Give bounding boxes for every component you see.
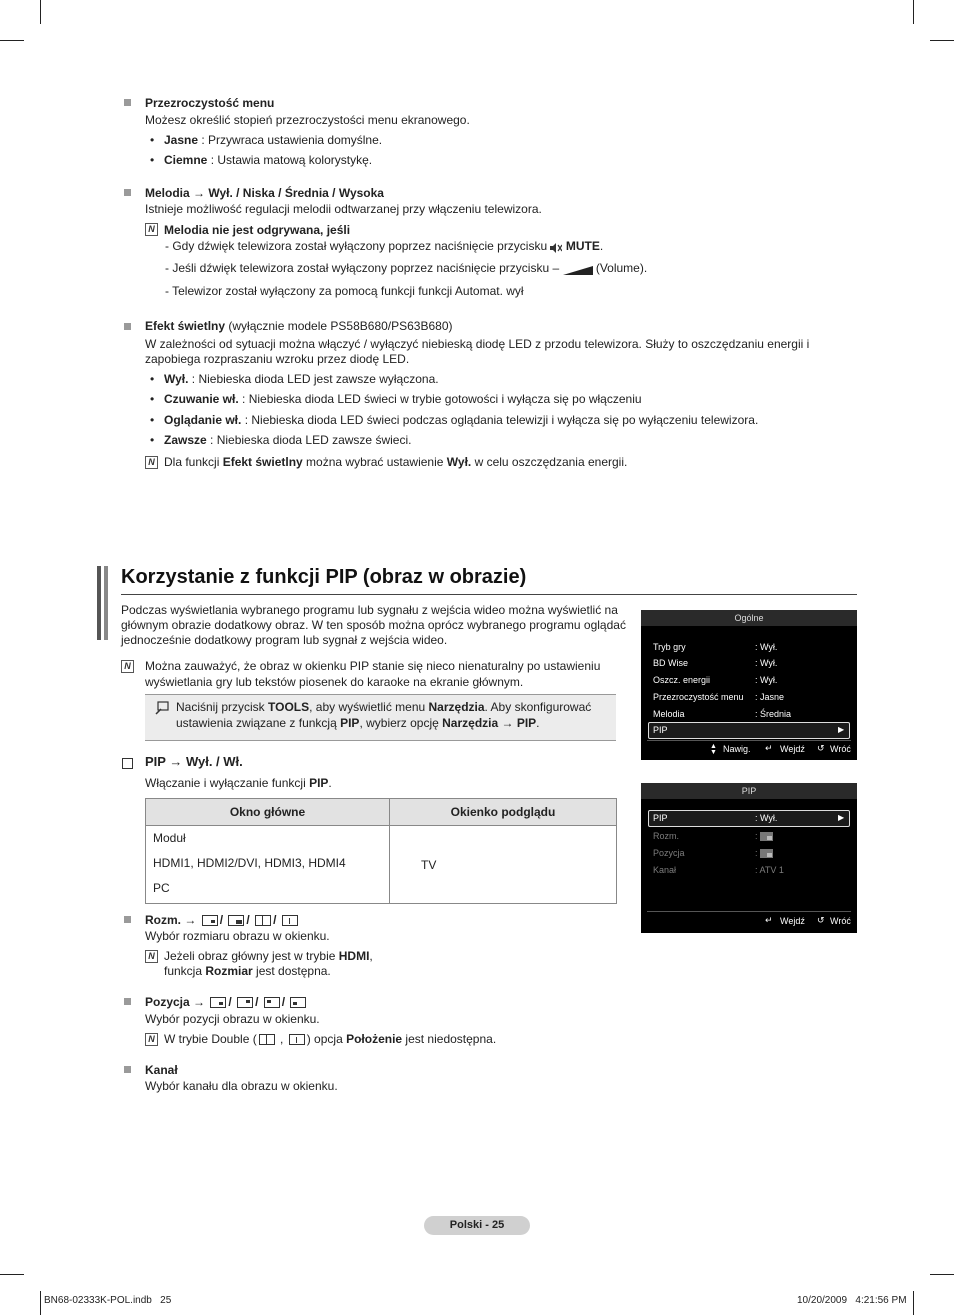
- pip-intro-3: jednocześnie dodatkowy program lub sygnał z wejścia wideo.: [121, 633, 448, 647]
- note-icon: N: [145, 950, 158, 963]
- list-item: Jasne : Przywraca ustawienia domyślne.: [164, 133, 383, 147]
- osd-row-value: :: [755, 848, 758, 858]
- osd-row-value: : Wył.: [755, 675, 778, 685]
- position-top-right-icon: [237, 997, 253, 1008]
- pip-note-1: Można zauważyć, że obraz w okienku PIP stanie się nieco nienaturalny po ustawieniu: [145, 659, 601, 673]
- print-date: 10/20/2009 4:21:56 PM: [797, 1295, 907, 1306]
- checkbox-bullet-icon: [122, 758, 133, 769]
- section-bullet-icon: [124, 323, 131, 330]
- transparency-title: Przezroczystość menu: [145, 96, 275, 110]
- enter-icon: ↵: [765, 743, 773, 753]
- position-note: W trybie Double ( , ) opcja Położenie jest niedostępna.: [164, 1032, 497, 1046]
- list-item: Zawsze : Niebieska dioda LED zawsze świeci.: [164, 433, 412, 447]
- list-item: Oglądanie wł. : Niebieska dioda LED świeci podczas oglądania telewizji i wyłącza się po wyłączeniu telewizora.: [164, 413, 759, 427]
- osd-row-label: Rozm.: [653, 831, 680, 841]
- osd-row-value: : Wył.: [755, 658, 778, 668]
- pip-size-large-icon: [228, 915, 244, 926]
- list-item: Czuwanie wł. : Niebieska dioda LED świeci w trybie gotowości i wyłącza się po włączeniu: [164, 392, 642, 406]
- size-note-2: funkcja Rozmiar jest dostępna.: [164, 964, 331, 978]
- osd-footer-rule: [647, 740, 851, 741]
- table-cell: [390, 826, 617, 904]
- osd-pip-menu: [641, 783, 857, 933]
- pip-double-wide-icon: [282, 915, 298, 926]
- transparency-desc: Możesz określić stopień przezroczystości menu ekranowego.: [145, 113, 470, 127]
- melody-line-3: - Telewizor został wyłączony za pomocą funkcji funkcji Automat. wył: [165, 284, 524, 298]
- pip-double-icon: [255, 915, 271, 926]
- table-row: PC: [153, 881, 170, 895]
- crop-mark: [930, 40, 954, 41]
- osd-back-label: Wróć: [830, 744, 851, 754]
- note-icon: N: [121, 660, 134, 673]
- list-item: •: [150, 413, 155, 427]
- pip-double-icon: [259, 1034, 275, 1045]
- pip-size-small-icon: [202, 915, 218, 926]
- section-bullet-icon: [124, 189, 131, 196]
- osd-row-label: BD Wise: [653, 658, 689, 668]
- file-info: BN68-02333K-POL.indb 25: [44, 1295, 172, 1306]
- note-icon: N: [145, 223, 158, 236]
- osd-title: PIP: [741, 786, 757, 796]
- heading-bar-icon: [97, 566, 101, 640]
- melody-title: Melodia → Wył. / Niska / Średnia / Wysoka: [145, 186, 384, 200]
- osd-row-value: : ATV 1: [755, 865, 784, 875]
- arrow-right-icon: ▶: [838, 813, 845, 822]
- position-desc: Wybór pozycji obrazu w okienku.: [145, 1012, 320, 1026]
- size-desc: Wybór rozmiaru obrazu w okienku.: [145, 929, 330, 943]
- tools-text-1: Naciśnij przycisk TOOLS, aby wyświetlić menu Narzędzia. Aby skonfigurować: [176, 700, 592, 714]
- section-bullet-icon: [124, 99, 131, 106]
- section-bullet-icon: [124, 1066, 131, 1073]
- table-header: Okienko podglądu: [390, 799, 617, 826]
- osd-selected-value: : Wył.: [755, 813, 778, 823]
- osd-selected-item[interactable]: [648, 722, 850, 739]
- melody-line-1: - Gdy dźwięk telewizora został wyłączony poprzez naciśnięcie przycisku MUTE.: [165, 239, 604, 253]
- pip-position-icon: [760, 849, 773, 858]
- light-desc-1: W zależności od sytuacji można włączyć / wyłączyć niebieską diodę LED z przodu telewizora. Służy to oszczędzaniu energii i: [145, 337, 810, 351]
- page-title: Korzystanie z funkcji PIP (obraz w obrazie): [121, 566, 527, 588]
- section-bullet-icon: [124, 916, 131, 923]
- section-bullet-icon: [124, 998, 131, 1005]
- tools-text-2: ustawienia związane z funkcją PIP, wybierz opcję Narzędzia → PIP.: [176, 716, 540, 730]
- pip-intro-2: głównym obrazie dodatkowy obraz. W ten sposób można oprócz wybranego programu oglądać: [121, 618, 626, 632]
- table-row: HDMI1, HDMI2/DVI, HDMI3, HDMI4: [153, 856, 346, 870]
- channel-title: Kanał: [145, 1063, 178, 1077]
- heading-rule: [121, 594, 857, 595]
- osd-general-menu: [641, 610, 857, 760]
- arrow-right-icon: ▶: [838, 725, 845, 734]
- pip-note-2: wyświetlania gry lub tekstów piosenek do karaoke na ekranie głównym.: [145, 675, 524, 689]
- volume-icon: [563, 264, 593, 273]
- pip-size-icon: [760, 832, 773, 841]
- table-header: Okno główne: [146, 799, 390, 826]
- note-icon: N: [145, 456, 158, 469]
- crop-mark: [913, 0, 914, 24]
- size-title: Rozm. → / / /: [145, 913, 300, 927]
- size-note-1: Jeżeli obraz główny jest w trybie HDMI,: [164, 949, 373, 963]
- melody-desc: Istnieje możliwość regulacji melodii odtwarzanej przy włączeniu telewizora.: [145, 202, 542, 216]
- osd-row-label: Pozycja: [653, 848, 685, 858]
- osd-row-value: : Wył.: [755, 642, 778, 652]
- osd-row-label: Kanał: [653, 865, 677, 875]
- position-bottom-right-icon: [210, 997, 226, 1008]
- tools-icon: [155, 701, 169, 715]
- light-title: Efekt świetlny (wyłącznie modele PS58B680/PS63B680): [145, 319, 453, 333]
- light-note: Dla funkcji Efekt świetlny można wybrać ustawienie Wył. w celu oszczędzania energii.: [164, 455, 628, 469]
- mute-icon: [550, 242, 562, 252]
- list-item: •: [150, 133, 155, 147]
- osd-row-label: Oszcz. energii: [653, 675, 711, 685]
- return-icon: ↺: [817, 743, 825, 753]
- pip-intro-1: Podczas wyświetlania wybranego programu lub sygnału z wejścia wideo można wyświetlić na: [121, 603, 618, 617]
- osd-row-label: Melodia: [653, 709, 685, 719]
- osd-selected-label: PIP: [653, 725, 668, 735]
- list-item: •: [150, 153, 155, 167]
- osd-title: Ogólne: [734, 613, 764, 623]
- position-top-left-icon: [264, 997, 280, 1008]
- osd-footer-rule: [647, 911, 851, 912]
- pip-source-table: [145, 798, 617, 904]
- table-row: TV: [421, 857, 437, 872]
- list-item: Ciemne : Ustawia matową kolorystykę.: [164, 153, 373, 167]
- list-item: Wył. : Niebieska dioda LED jest zawsze wyłączona.: [164, 372, 439, 386]
- osd-row-label: Tryb gry: [653, 642, 686, 652]
- crop-mark: [913, 1291, 914, 1315]
- updown-icon: ▲ ▼: [710, 743, 717, 756]
- osd-enter-label: Wejdź: [780, 744, 805, 754]
- crop-mark: [40, 0, 41, 24]
- osd-enter-label: Wejdź: [780, 916, 805, 926]
- osd-nav-label: Nawig.: [723, 744, 751, 754]
- osd-selected-item[interactable]: [648, 810, 850, 827]
- osd-row-value: : Jasne: [755, 692, 785, 702]
- osd-row-value: :: [755, 831, 758, 841]
- position-bottom-left-icon: [290, 997, 306, 1008]
- melody-line-2: - Jeśli dźwięk telewizora został wyłączony poprzez naciśnięcie przycisku – (Volume).: [165, 261, 648, 275]
- enter-icon: ↵: [765, 915, 773, 925]
- list-item: •: [150, 392, 155, 406]
- crop-mark: [40, 1291, 41, 1315]
- crop-mark: [0, 1274, 24, 1275]
- return-icon: ↺: [817, 915, 825, 925]
- pip-double-wide-icon: [289, 1034, 305, 1045]
- osd-back-label: Wróć: [830, 916, 851, 926]
- list-item: •: [150, 433, 155, 447]
- pip-onoff-desc: Włączanie i wyłączanie funkcji PIP.: [145, 776, 332, 790]
- page-number: Polski - 25: [449, 1219, 505, 1231]
- table-cell: [146, 826, 390, 904]
- table-row: Moduł: [153, 831, 186, 845]
- position-title: Pozycja → / / /: [145, 995, 308, 1009]
- note-icon: N: [145, 1033, 158, 1046]
- channel-desc: Wybór kanału dla obrazu w okienku.: [145, 1079, 338, 1093]
- crop-mark: [0, 40, 24, 41]
- pip-onoff-title: PIP → Wył. / Wł.: [145, 754, 243, 769]
- list-item: •: [150, 372, 155, 386]
- crop-mark: [930, 1274, 954, 1275]
- osd-row-label: Przezroczystość menu: [653, 692, 744, 702]
- light-desc-2: zapobiega rozpraszaniu wzroku przez diodę LED.: [145, 352, 410, 366]
- osd-selected-label: PIP: [653, 813, 668, 823]
- melody-note-title: Melodia nie jest odgrywana, jeśli: [164, 223, 351, 237]
- heading-bar-icon: [104, 566, 108, 640]
- osd-row-value: : Średnia: [755, 709, 792, 719]
